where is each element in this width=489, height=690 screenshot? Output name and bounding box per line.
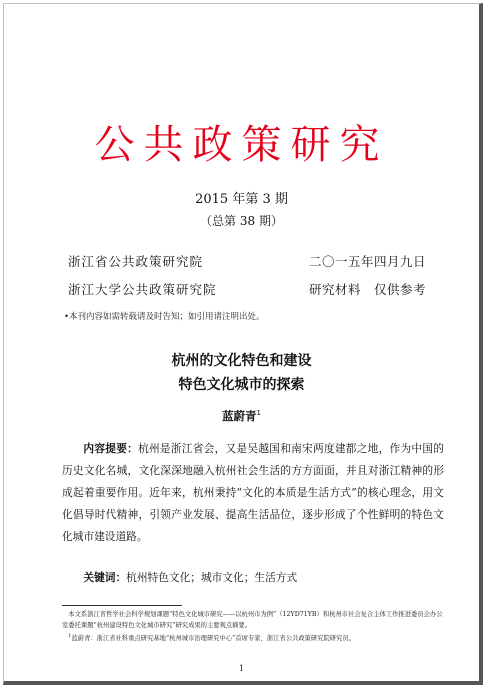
abstract-label: 内容提要： [83, 442, 139, 455]
document-page [3, 3, 483, 685]
article-author [4, 408, 479, 424]
journal-title: 公共政策研究 [94, 122, 389, 168]
abstract [62, 438, 444, 548]
publisher-1: 浙江省公共政策研究院 [68, 254, 204, 269]
keywords-text: 杭州特色文化；城市文化；生活方式 [126, 571, 298, 584]
footnote-divider [62, 605, 182, 606]
material-note: 研究材料 仅供参考 [309, 282, 427, 297]
publisher-2: 浙江大学公共政策研究院 [68, 282, 217, 297]
author-footnote-mark: 1 [256, 409, 261, 418]
footnote-1: 本文系浙江省哲学社会科学规划课题“特色文化城市研究——以杭州市为例”（12YD71YB）和杭州市社会复合主体工作推进委员会办公室委托课题“杭州建设特色文化城市研究”研究成果的主要观点摘要。 [62, 611, 443, 629]
publish-date: 二〇一五年四月九日 [309, 254, 427, 269]
article-title-line1: 杭州的文化特色和建设 [171, 353, 312, 369]
total-issue-number: （总第 38 期） [200, 214, 283, 228]
reprint-notice: •本刊内容如需转载请及时告知；如引用请注明出处。 [64, 312, 265, 322]
keywords-label: 关键词： [83, 571, 127, 584]
keywords [62, 570, 444, 585]
page-number: 1 [238, 664, 245, 673]
footnotes [62, 610, 446, 645]
issue-number: 2015 年第 3 期 [195, 192, 288, 207]
footnote-2 [62, 631, 446, 645]
article-title-line2: 特色文化城市的探索 [178, 377, 305, 393]
footnote-2-mark: 1 [68, 633, 72, 639]
footnote-2-text: 蓝蔚青：浙江省社科重点研究基地“杭州城市治理研究中心”首席专家、浙江省公共政策研究院研究员。 [71, 635, 355, 643]
abstract-text: 杭州是浙江省会，又是吴越国和南宋两度建都之地，作为中国的历史文化名城，文化深深地融入杭州社会生活的方方面面，并且对浙江精神的形成起着重要作用。近年来，杭州秉持“文化的本质是生活方式”的核心理念，用文化倡导时代精神，引领产业发展、提高生活品位，逐步形成了个性鲜明的特色文化城市建设道路。 [62, 442, 444, 543]
author-name: 蓝蔚青 [222, 409, 257, 423]
